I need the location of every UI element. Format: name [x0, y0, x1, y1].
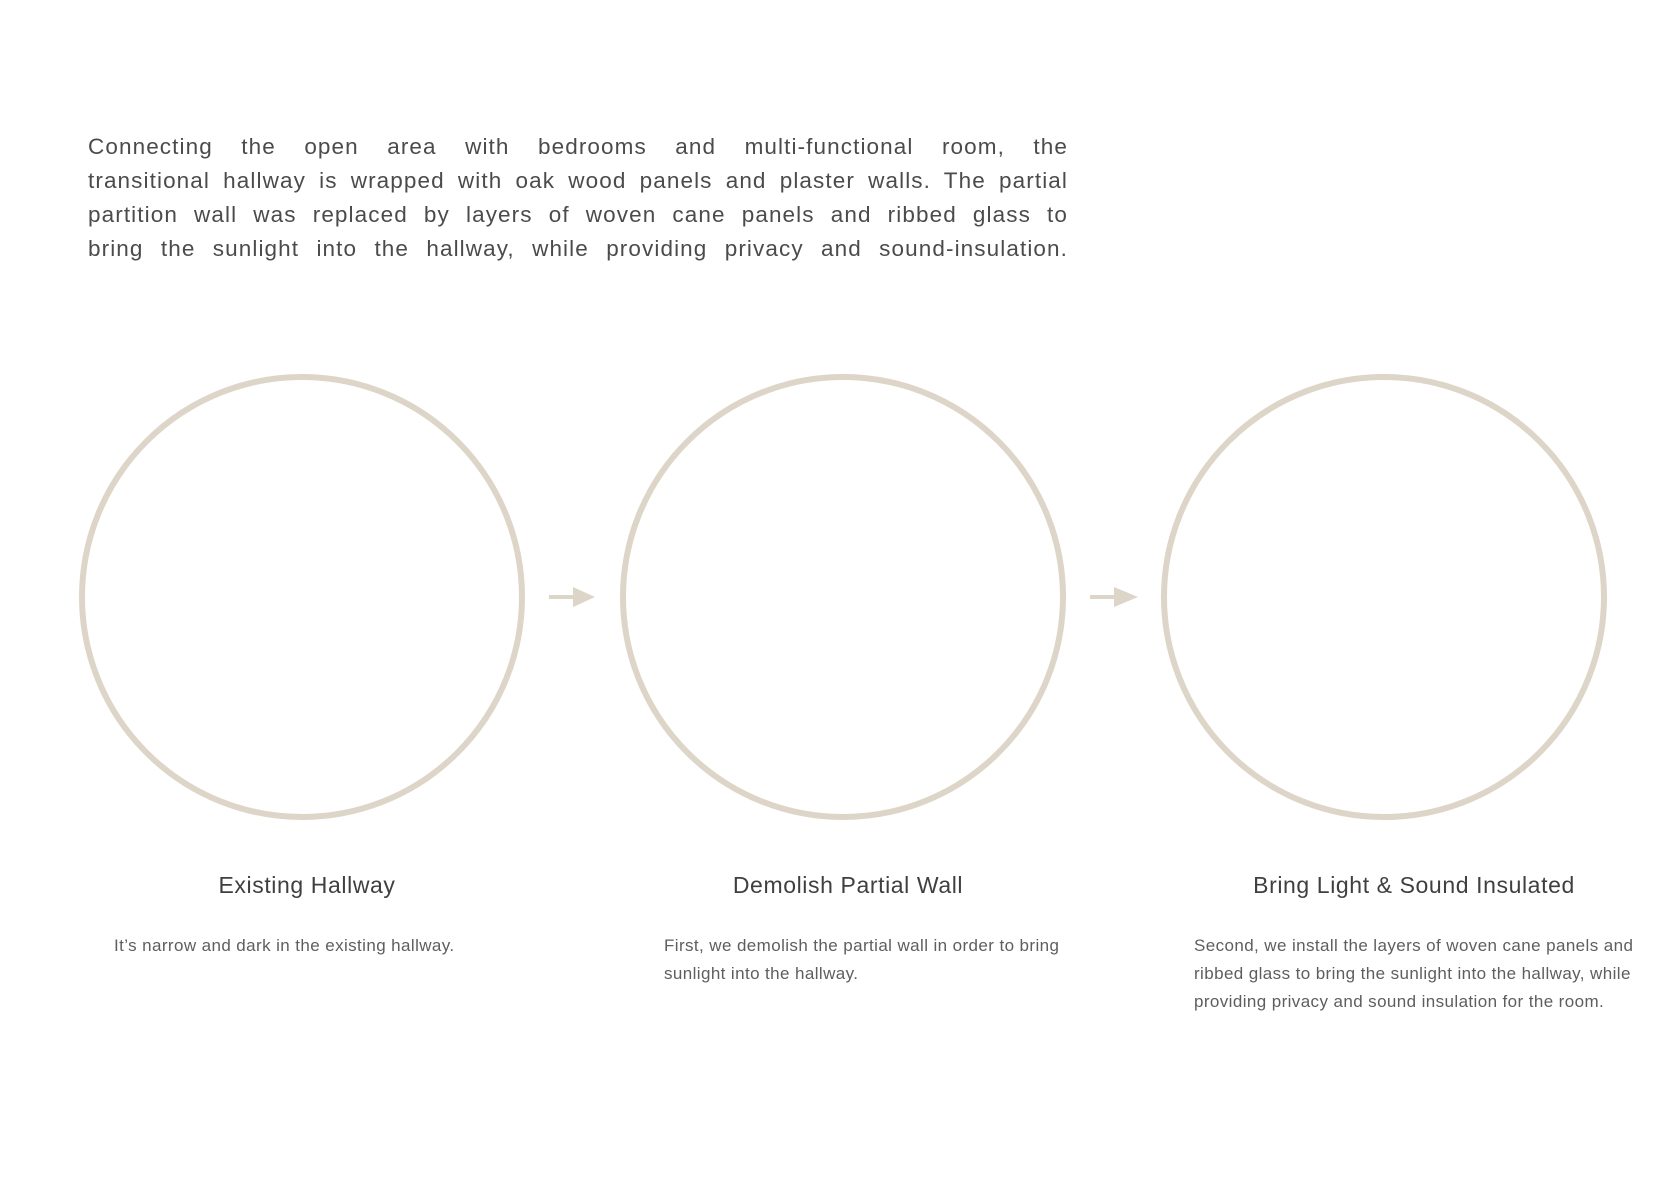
- frame-circle-1: [82, 377, 522, 817]
- step-description-2: First, we demolish the partial wall in order to bring sunlight into the hallway.: [664, 936, 1060, 983]
- step-title-2: Demolish Partial Wall: [732, 872, 964, 898]
- diagram-existing-hallway: [72, 357, 522, 817]
- intro-line-4: bring the sunlight into the hallway, while providing privacy and sound-insulation.: [88, 236, 1068, 261]
- diagram-bring-light: [1154, 357, 1604, 817]
- step-description-3: Second, we install the layers of woven cane panels and ribbed glass to bring the sunlight into the hallway, while providing privacy and sound insulation for the room.: [1194, 936, 1634, 1011]
- intro-line-1: Connecting the open area with bedrooms and multi-functional room, the: [88, 134, 1068, 159]
- step-arrow-icon: [1090, 587, 1138, 607]
- frame-circle-2: [623, 377, 1063, 817]
- frame-circle-3: [1164, 377, 1604, 817]
- intro-line-2: transitional hallway is wrapped with oak wood panels and plaster walls. The partial: [88, 168, 1068, 193]
- step-title-1: Existing Hallway: [218, 872, 396, 898]
- demolished-wall-outline: [738, 532, 843, 697]
- intro-line-3: partition wall was replaced by layers of woven cane panels and ribbed glass to: [88, 202, 1068, 227]
- diagram-demolish-partial-wall: [613, 357, 1063, 817]
- cane-panel-icon: [1276, 522, 1382, 707]
- sunlight-arrow-icon: [1202, 497, 1399, 647]
- step-title-3: Bring Light & Sound Insulated: [1253, 872, 1575, 898]
- step-description-1: It’s narrow and dark in the existing hallway.: [114, 936, 455, 955]
- step-arrow-icon: [549, 587, 595, 607]
